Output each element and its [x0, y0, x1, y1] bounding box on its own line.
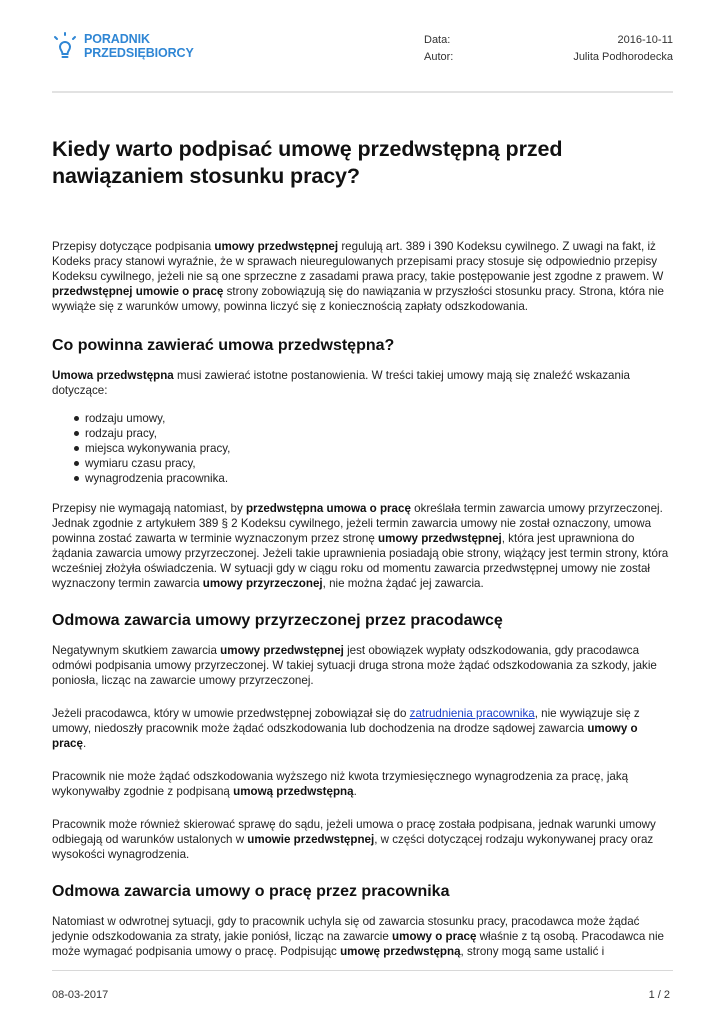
- list-item: rodzaju pracy,: [74, 426, 674, 441]
- page-footer: [52, 989, 673, 1001]
- intro-paragraph: Przepisy dotyczące podpisania umowy przedwstępnej regulują art. 389 i 390 Kodeksu cywilnego. Z uwagi na fakt, iż Kodeks pracy stanowi wyraźnie, że w sprawach nieuregulowanych przepisami pracy stosuje się odpowiednio przepisy Kodeksu cywilnego, jeżeli nie są one sprzeczne z zasadami prawa pracy, takie postępowanie jest zgodne z prawem. W przedwstępnej umowie o pracę strony zobowiązują się do nawiązania w przyszłości stosunku pracy. Strona, która nie wywiąże się z warunków umowy, powinna liczyć się z koniecznością zapłaty odszkodowania.: [52, 240, 664, 313]
- footer-date: 08-03-2017: [52, 989, 109, 1001]
- author-label: Autor:: [424, 51, 454, 63]
- author-value: Julita Podhorodecka: [573, 51, 673, 63]
- article: [52, 136, 674, 959]
- lightbulb-icon: [52, 32, 78, 64]
- section1-paragraph-1: Umowa przedwstępna musi zawierać istotne postanowienia. W treści takiej umowy mają się znaleźć wskazania dotyczące:: [52, 369, 630, 397]
- list-item: wynagrodzenia pracownika.: [74, 471, 674, 486]
- logo-line-1: PORADNIK: [84, 32, 150, 46]
- footer-divider: [52, 970, 673, 971]
- requirements-list: [74, 411, 674, 486]
- page-header: [52, 30, 673, 92]
- section-heading-employee-refusal: Odmowa zawarcia umowy o pracę przez pracownika: [52, 883, 450, 900]
- list-item: rodzaju umowy,: [74, 411, 674, 426]
- list-item: miejsca wykonywania pracy,: [74, 441, 674, 456]
- page-number: 1 / 2: [648, 989, 670, 1001]
- employment-link[interactable]: zatrudnienia pracownika: [409, 707, 535, 720]
- section-heading-employer-refusal: Odmowa zawarcia umowy przyrzeczonej przez pracodawcę: [52, 612, 503, 629]
- article-title: Kiedy warto podpisać umowę przedwstępną przed nawiązaniem stosunku pracy?: [52, 137, 563, 188]
- section2-paragraph-3: Pracownik nie może żądać odszkodowania wyższego niż kwota trzymiesięcznego wynagrodzenia za pracę, jaką wykonywałby zgodnie z podpisaną umową przedwstępną.: [52, 770, 629, 798]
- section1-paragraph-2: Przepisy nie wymagają natomiast, by przedwstępna umowa o pracę określała termin zawarcia umowy przyrzeczonej. Jednak zgodnie z artykułem 389 § 2 Kodeksu cywilnego, jeżeli termin zawarcia umowy nie został oznaczony, umowa powinna zostać zawarta w terminie wyznaczonym przez stronę umowy przedwstępnej, która jest uprawniona do żądania zawarcia umowy przyrzeczonej. Jeżeli takie uprawnienia posiadają obie strony, wiążący jest termin strony, która wcześniej złożyła oświadczenia. W sytuacji gdy w ciągu roku od momentu zawarcia przedwstępnej umowy nie został wyznaczony termin zawarcia umowy przyrzeczonej, nie można żądać jej zawarcia.: [52, 502, 669, 590]
- section2-paragraph-1: Negatywnym skutkiem zawarcia umowy przedwstępnej jest obowiązek wypłaty odszkodowania, gdy pracodawca odmówi podpisania umowy przyrzeczonej. W takiej sytuacji druga strona może żądać odszkodowania za szkody, jakie poniosła, licząc na zawarcie umowy przyrzeczonej.: [52, 644, 657, 687]
- header-divider: [52, 91, 673, 93]
- section2-paragraph-4: Pracownik może również skierować sprawę do sądu, jeżeli umowa o pracę została podpisana, jednak warunki umowy odbiegają od warunków ustalonych w umowie przedwstępnej, w części dotyczącej rodzaju wykonywanej pracy oraz wysokości wynagrodzenia.: [52, 818, 656, 861]
- logo: [52, 32, 194, 64]
- date-row: [424, 32, 673, 49]
- document-meta: [424, 32, 673, 66]
- list-item: wymiaru czasu pracy,: [74, 456, 674, 471]
- section3-paragraph-1: Natomiast w odwrotnej sytuacji, gdy to pracownik uchyla się od zawarcia stosunku pracy, pracodawca może żądać jedynie odszkodowania za straty, jakie poniósł, licząc na zawarcie umowy o pracę właśnie z tą osobą. Pracodawca nie może wymagać podpisania umowy o pracę. Podpisując umowę przedwstępną, strony mogą same ustalić i: [52, 915, 664, 958]
- section-heading-contents: Co powinna zawierać umowa przedwstępna?: [52, 337, 395, 354]
- date-label: Data:: [424, 34, 451, 46]
- section2-paragraph-2: Jeżeli pracodawca, który w umowie przedwstępnej zobowiązał się do zatrudnienia pracownika, nie wywiązuje się z umowy, niedoszły pracownik może żądać odszkodowania lub dochodzenia na drodze sądowej zawarcia umowy o pracę.: [52, 707, 640, 750]
- logo-text: [84, 32, 194, 60]
- date-value: 2016-10-11: [617, 34, 673, 46]
- logo-line-2: PRZEDSIĘBIORCY: [84, 46, 194, 60]
- author-row: [424, 49, 673, 66]
